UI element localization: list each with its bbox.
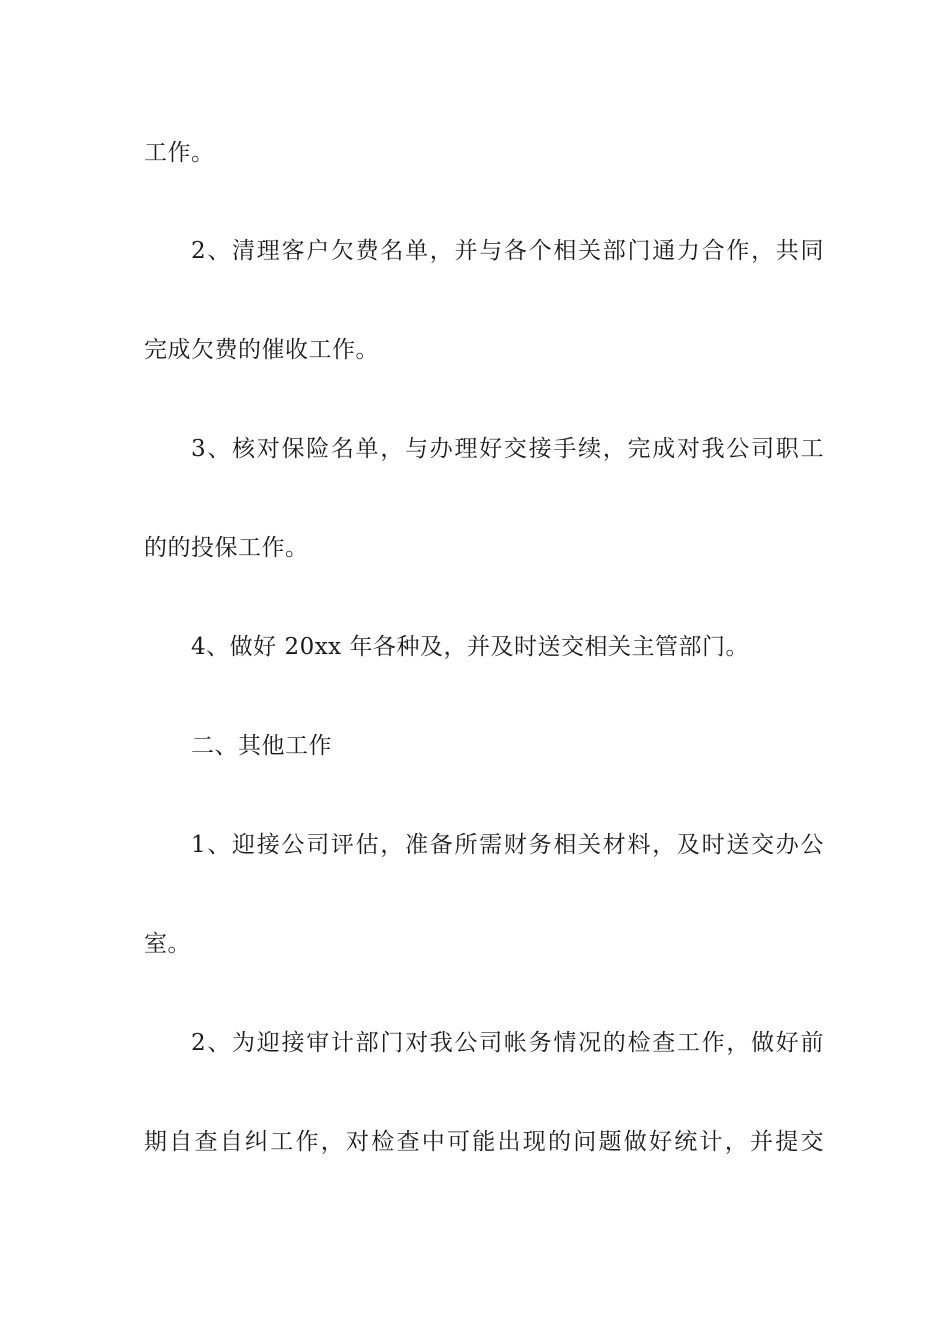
paragraph-line: 3、核对保险名单，与办理好交接手续，完成对我公司职工 bbox=[191, 436, 824, 462]
paragraph-continuation: 室。 bbox=[144, 931, 191, 957]
paragraph-line: 期自查自纠工作，对检查中可能出现的问题做好统计，并提交 bbox=[144, 1129, 824, 1155]
paragraph-line: 4、做好 20xx 年各种及，并及时送交相关主管部门。 bbox=[191, 634, 749, 660]
paragraph-line: 2、清理客户欠费名单，并与各个相关部门通力合作，共同 bbox=[191, 238, 824, 264]
paragraph-line: 2、为迎接审计部门对我公司帐务情况的检查工作，做好前 bbox=[191, 1030, 824, 1056]
paragraph-continuation: 完成欠费的催收工作。 bbox=[144, 337, 379, 363]
paragraph-continuation: 工作。 bbox=[144, 140, 215, 166]
section-heading: 二、其他工作 bbox=[191, 733, 332, 759]
paragraph-continuation: 的的投保工作。 bbox=[144, 535, 309, 561]
paragraph-line: 1、迎接公司评估，准备所需财务相关材料，及时送交办公 bbox=[191, 832, 824, 858]
